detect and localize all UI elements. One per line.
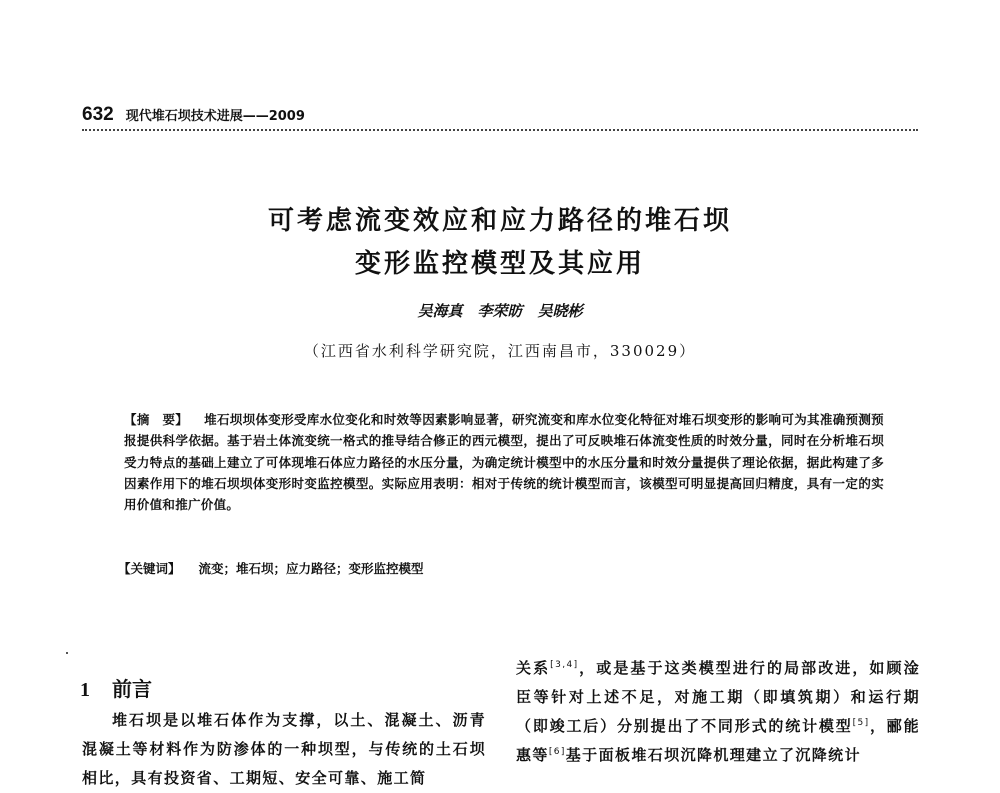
paper-title-line-1: 可考虑流变效应和应力路径的堆石坝 xyxy=(267,206,732,236)
body-paragraph: 堆石坝是以堆石体作为支撑，以土、混凝土、沥青混凝土等材料作为防渗体的一种坝型，与传统的土石坝相比，具有投资省、工期短、安全可靠、施工简 xyxy=(82,711,486,787)
running-header xyxy=(82,104,305,126)
citation-ref: [6] xyxy=(548,747,566,757)
abstract xyxy=(124,409,884,515)
body-left-column xyxy=(82,706,486,793)
body-right-column xyxy=(516,654,920,770)
authors: 吴海真 李荣昉 吴晓彬 xyxy=(417,302,583,320)
running-title: 现代堆石坝技术进展——2009 xyxy=(125,109,305,124)
page-number: 632 xyxy=(82,104,114,125)
keywords xyxy=(118,559,424,577)
scan-speck xyxy=(66,652,68,654)
citation-ref: [3,4] xyxy=(550,660,579,670)
section-number: 1 xyxy=(80,679,90,701)
citation-ref: [5] xyxy=(852,718,870,728)
abstract-text: 堆石坝坝体变形受库水位变化和时效等因素影响显著，研究流变和库水位变化特征对堆石坝变形的影响可为其准确预测预报提供科学依据。基于岩土体流变统一格式的推导结合修正的西元模型，提出了可反映堆石体流变性质的时效分量，同时在分析堆石坝受力特点的基础上建立了可体现堆石体应力路径的水压分量，为确定统计模型中的水压分量和时效分量提供了理论依据，据此构建了多因素作用下的堆石坝坝体变形时变监控模型。实际应用表明：相对于传统的统计模型而言，该模型可明显提高回归精度，具有一定的实用价值和推广价值。 xyxy=(124,412,884,513)
affiliation: （江西省水利科学研究院，江西南昌市，330029） xyxy=(303,342,697,360)
body-paragraph xyxy=(516,654,920,770)
abstract-label: 【摘 要】 xyxy=(124,412,189,427)
section-title: 前言 xyxy=(112,677,152,701)
paper-title-line-2: 变形监控模型及其应用 xyxy=(354,249,645,279)
header-dotted-rule xyxy=(82,129,918,131)
text-segment: ，或是基于这类模型进行的局部改进，如顾淦臣等针对上述不足，对施工期（即填筑期）和运行期（即竣工后）分别提出了不同形式的统计模型 xyxy=(516,659,920,735)
text-segment: ，郦能惠等 xyxy=(516,717,920,764)
keywords-text: 流变；堆石坝；应力路径；变形监控模型 xyxy=(198,561,424,576)
text-segment: 关系 xyxy=(516,659,551,677)
section-heading xyxy=(80,673,152,702)
keywords-label: 【关键词】 xyxy=(118,561,181,576)
text-segment: 基于面板堆石坝沉降机理建立了沉降统计 xyxy=(565,746,861,764)
